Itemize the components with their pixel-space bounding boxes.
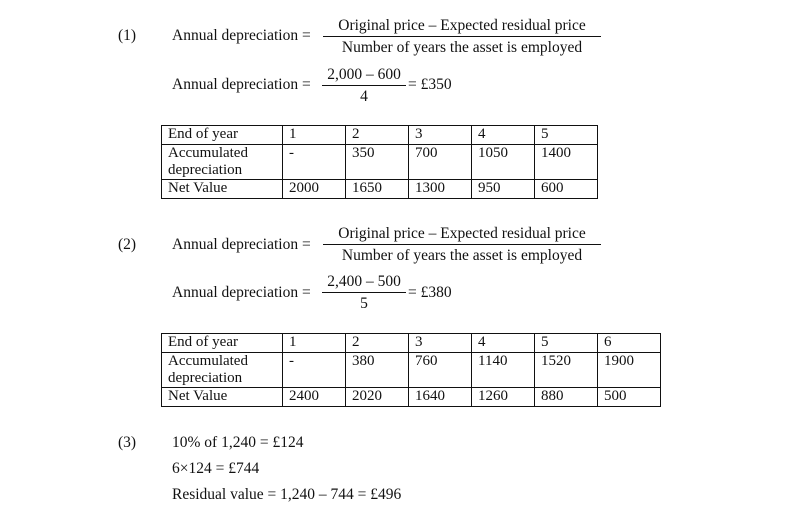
table-row — [162, 334, 661, 353]
section-3-number: (3) — [118, 434, 137, 451]
section-1-formula-fraction — [323, 17, 601, 57]
table-cell: 6 — [598, 334, 661, 353]
section-1-formula-label: Annual depreciation = — [172, 27, 311, 44]
table-cell: 3 — [409, 334, 472, 353]
fraction-numerator: Original price – Expected residual price — [338, 17, 586, 34]
table-cell: 3 — [409, 126, 472, 145]
table-row — [162, 388, 661, 407]
section-2-calc-result: = £380 — [408, 284, 452, 301]
table-cell-label: End of year — [162, 126, 283, 145]
table-cell: 1 — [283, 126, 346, 145]
fraction-numerator: Original price – Expected residual price — [338, 225, 586, 242]
fraction-denominator: Number of years the asset is employed — [341, 39, 583, 56]
table-cell: 760 — [409, 353, 472, 388]
table-cell: 1300 — [409, 180, 472, 199]
table-cell: - — [283, 145, 346, 180]
table-cell-label: Net Value — [162, 388, 283, 407]
table-cell: 1140 — [472, 353, 535, 388]
table-cell: 1900 — [598, 353, 661, 388]
table-cell: 2000 — [283, 180, 346, 199]
table-cell: 880 — [535, 388, 598, 407]
table-cell: 4 — [472, 126, 535, 145]
table-cell: 1400 — [535, 145, 598, 180]
section-2-formula-label: Annual depreciation = — [172, 236, 311, 253]
table-cell: 380 — [346, 353, 409, 388]
table-cell: 1050 — [472, 145, 535, 180]
table-row — [162, 126, 598, 145]
table-cell: 350 — [346, 145, 409, 180]
table-cell: 1520 — [535, 353, 598, 388]
table-row — [162, 353, 661, 388]
table-cell: 4 — [472, 334, 535, 353]
section-2-table — [161, 333, 661, 407]
section-1-number: (1) — [118, 27, 137, 44]
section-3-line-2: 6×124 = £744 — [172, 460, 260, 477]
table-cell: 2 — [346, 334, 409, 353]
table-cell-label: Accumulated depreciation — [162, 353, 283, 388]
table-cell: 2400 — [283, 388, 346, 407]
table-cell: 600 — [535, 180, 598, 199]
table-cell-label: Accumulated depreciation — [162, 145, 283, 180]
table-cell: 1260 — [472, 388, 535, 407]
table-cell: 700 — [409, 145, 472, 180]
section-2-calc-label: Annual depreciation = — [172, 284, 311, 301]
table-cell: 1640 — [409, 388, 472, 407]
fraction-denominator: Number of years the asset is employed — [341, 247, 583, 264]
section-2-calc-fraction — [322, 273, 406, 313]
fraction-numerator: 2,000 – 600 — [327, 66, 401, 83]
table-row — [162, 180, 598, 199]
table-cell: - — [283, 353, 346, 388]
table-cell: 5 — [535, 334, 598, 353]
table-cell: 500 — [598, 388, 661, 407]
section-2-formula-fraction — [323, 225, 601, 265]
table-cell: 2020 — [346, 388, 409, 407]
section-1-calc-result: = £350 — [408, 76, 452, 93]
table-cell: 950 — [472, 180, 535, 199]
table-cell-label: Net Value — [162, 180, 283, 199]
fraction-denominator: 5 — [360, 295, 368, 312]
section-1-table — [161, 125, 598, 199]
table-row — [162, 145, 598, 180]
section-3-line-1: 10% of 1,240 = £124 — [172, 434, 304, 451]
table-cell: 1650 — [346, 180, 409, 199]
section-3-line-3: Residual value = 1,240 – 744 = £496 — [172, 486, 402, 503]
section-1-calc-label: Annual depreciation = — [172, 76, 311, 93]
fraction-numerator: 2,400 – 500 — [327, 273, 401, 290]
table-cell-label: End of year — [162, 334, 283, 353]
fraction-denominator: 4 — [360, 88, 368, 105]
table-cell: 1 — [283, 334, 346, 353]
section-2-number: (2) — [118, 236, 137, 253]
table-cell: 2 — [346, 126, 409, 145]
table-cell: 5 — [535, 126, 598, 145]
section-1-calc-fraction — [322, 66, 406, 106]
